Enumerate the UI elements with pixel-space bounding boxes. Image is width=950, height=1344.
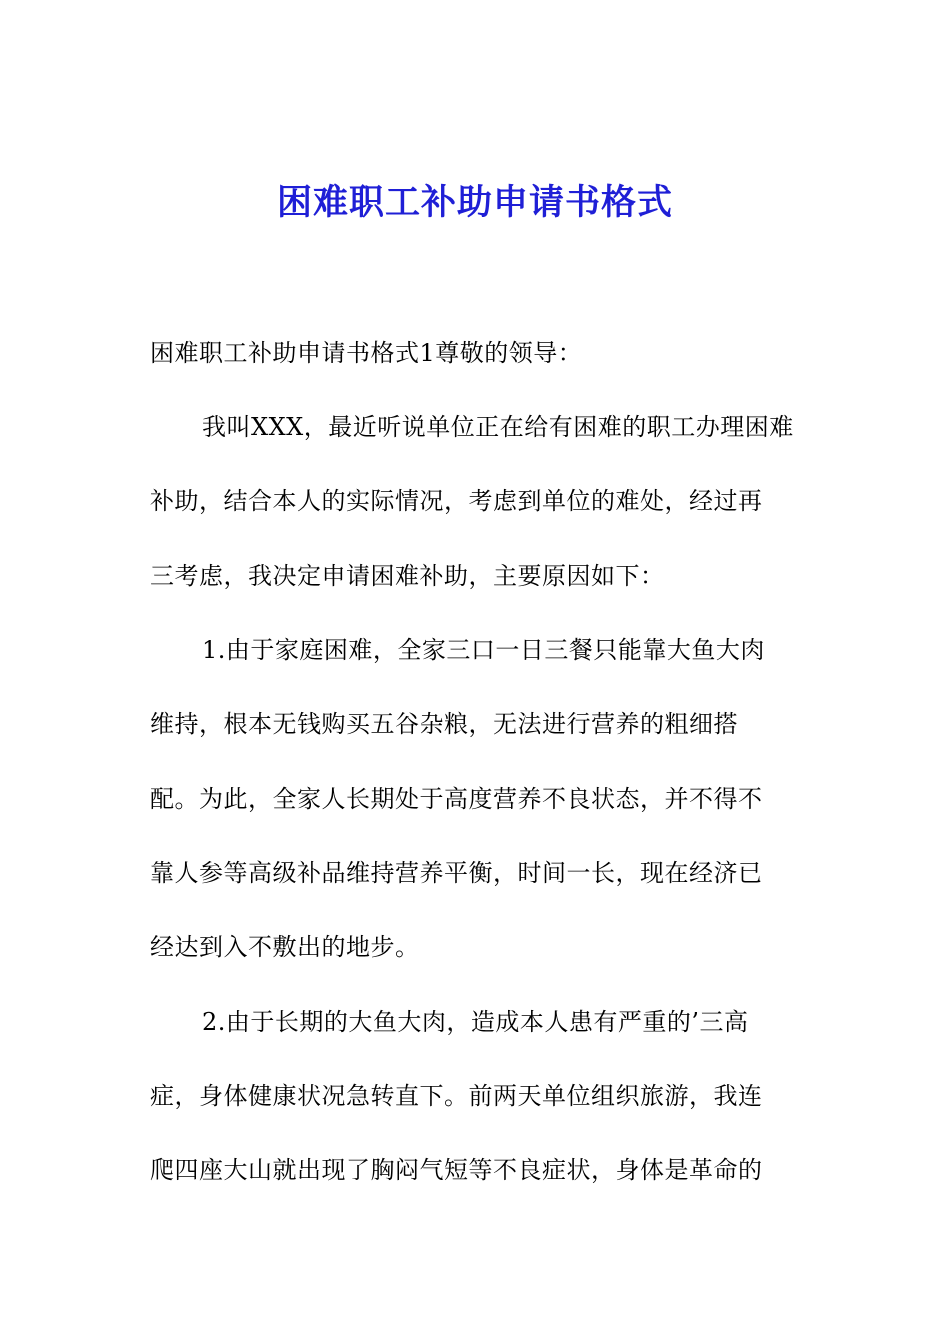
body-line: 维持，根本无钱购买五谷杂粮，无法进行营养的粗细搭 (150, 710, 738, 738)
body-line: 经达到入不敷出的地步。 (150, 933, 420, 961)
body-line: 2.由于长期的大鱼大肉，造成本人患有严重的’三高 (202, 1008, 749, 1036)
body-line: 三考虑，我决定申请困难补助，主要原因如下： (150, 562, 665, 590)
body-line: 我叫XXX，最近听说单位正在给有困难的职工办理困难 (202, 413, 794, 441)
body-line: 配。为此，全家人长期处于高度营养不良状态，并不得不 (150, 785, 763, 813)
body-line: 症，身体健康状况急转直下。前两天单位组织旅游，我连 (150, 1082, 763, 1110)
body-line: 靠人参等高级补品维持营养平衡，时间一长，现在经济已 (150, 859, 763, 887)
salutation-line: 困难职工补助申请书格式1尊敬的领导： (150, 339, 583, 367)
body-line: 爬四座大山就出现了胸闷气短等不良症状，身体是革命的 (150, 1156, 763, 1184)
body-line: 1.由于家庭困难，全家三口一日三餐只能靠大鱼大肉 (202, 636, 765, 664)
document-title: 困难职工补助申请书格式 (276, 183, 673, 223)
body-line: 补助，结合本人的实际情况，考虑到单位的难处，经过再 (150, 487, 763, 515)
